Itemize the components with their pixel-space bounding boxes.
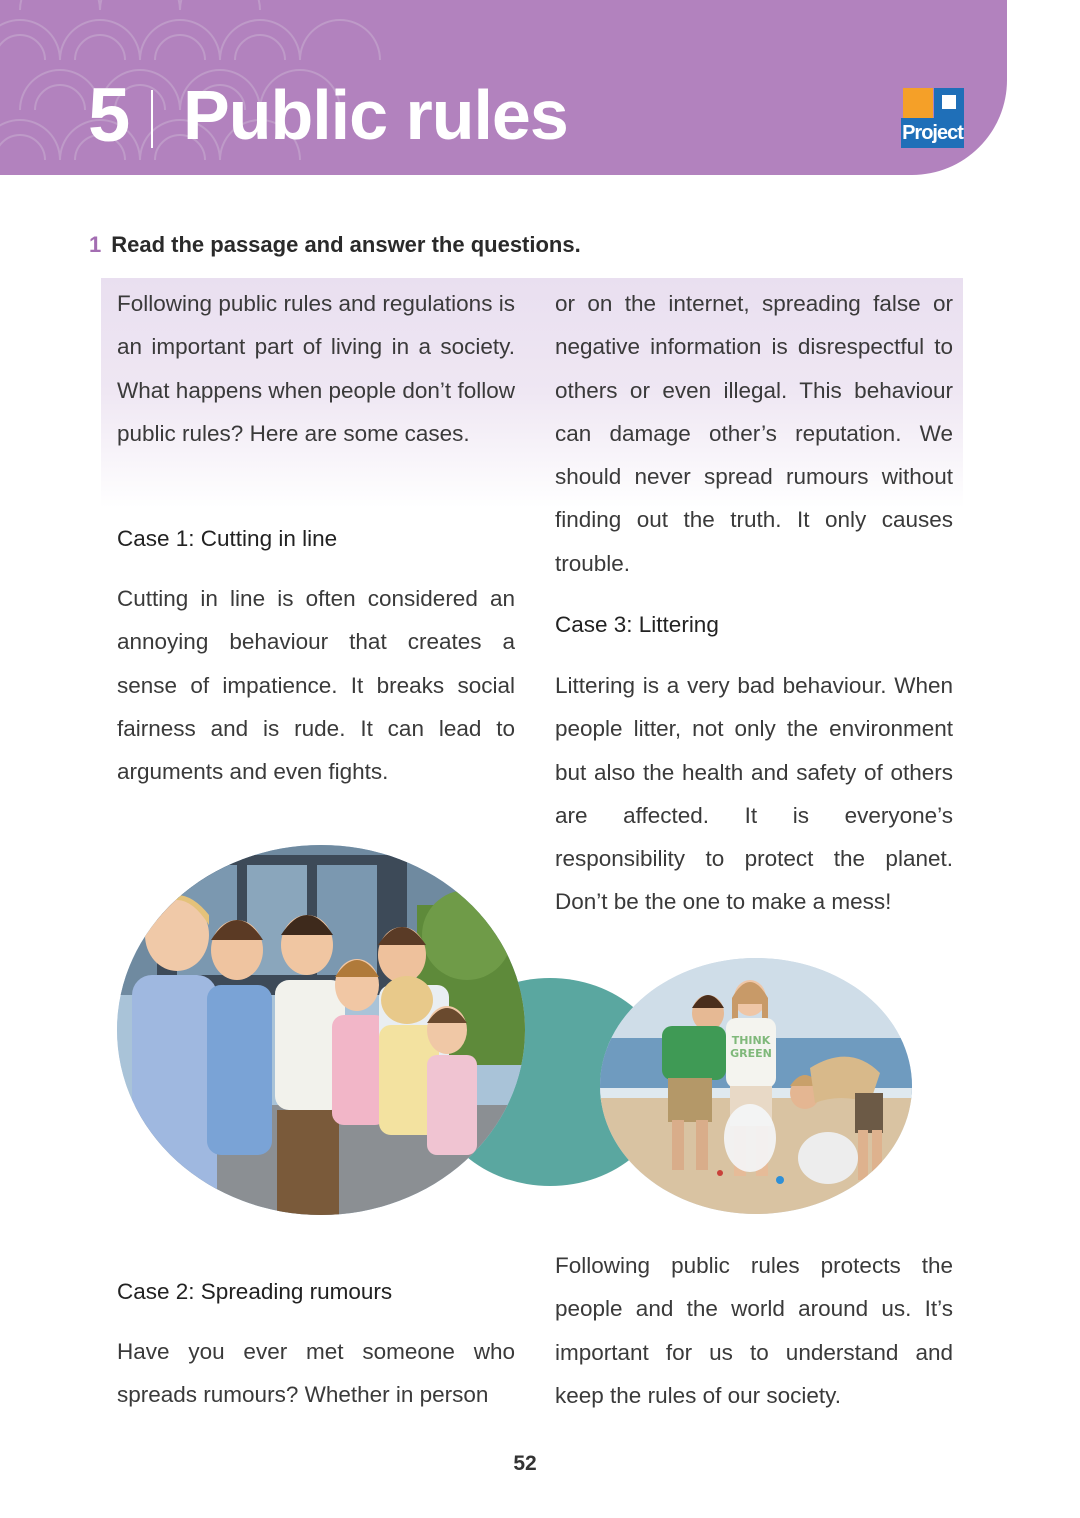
case3-section	[555, 603, 953, 646]
intro-paragraph: Following public rules and regulations is an important part of living in a society. What happens when people don’t follow public rules? Here are some cases.	[117, 291, 515, 446]
beach-cleanup-photo	[600, 958, 912, 1214]
case2-body-block	[117, 1330, 515, 1417]
case2-body-start: Have you ever met someone who spreads rumours? Whether in person	[117, 1339, 515, 1408]
unit-number: 5	[88, 73, 131, 158]
case2-body-continued: or on the internet, spreading false or negative information is disrespectful to others or even illegal. This behaviour can damage other’s reputation. We should never spread rumours without finding out the truth. It only causes trouble.	[555, 291, 953, 576]
case1-title: Case 1: Cutting in line	[117, 526, 338, 551]
badge-blue-square	[934, 88, 964, 118]
case3-body-block	[555, 664, 953, 924]
svg-text:THINK: THINK	[731, 1034, 771, 1047]
page-title: Public rules	[183, 76, 568, 154]
case1-body: Cutting in line is often considered an annoying behaviour that creates a sense of impatience. It breaks social fairness and is rude. It can lead to arguments and even fights.	[117, 586, 515, 785]
conclusion-block	[555, 1244, 953, 1417]
case2-title: Case 2: Spreading rumours	[117, 1279, 393, 1304]
case1-section	[117, 517, 515, 560]
case3-body: Littering is a very bad behaviour. When people litter, not only the environment but also the health and safety of others are affected. It is everyone’s responsibility to protect the planet. Don’t be the one to make a mess!	[555, 673, 953, 915]
conclusion-paragraph: Following public rules protects the people and the world around us. It’s important for us to understand and keep the rules of our society.	[555, 1253, 953, 1408]
case2-section	[117, 1270, 515, 1313]
badge-label: Project	[901, 118, 964, 148]
case1-body-block	[117, 577, 515, 793]
unit-banner	[0, 0, 1007, 175]
page-number: 52	[513, 1452, 537, 1475]
exercise-number: 1	[89, 232, 102, 257]
case3-title: Case 3: Littering	[555, 612, 719, 637]
badge-orange-square	[903, 88, 933, 118]
exercise-instruction	[89, 232, 581, 258]
passage-intro	[117, 282, 515, 455]
project-badge-icon	[901, 86, 964, 152]
title-divider	[151, 90, 153, 148]
case2-continued-block	[555, 282, 953, 585]
instruction-text: Read the passage and answer the questions.	[111, 232, 581, 257]
svg-text:GREEN: GREEN	[730, 1047, 772, 1060]
children-in-line-photo	[117, 845, 525, 1215]
